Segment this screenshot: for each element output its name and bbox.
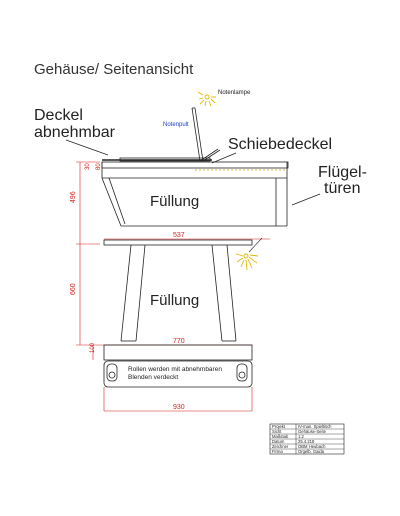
- dim-30: 30: [85, 163, 91, 170]
- title-block-value: 1:2: [298, 434, 304, 439]
- label-fuellung-bottom: Füllung: [150, 292, 200, 309]
- label-notenlampe: Notenlampe: [218, 90, 251, 96]
- dim-770: 770: [173, 338, 185, 345]
- dim-537: 537: [173, 232, 185, 239]
- title-block: [270, 424, 344, 454]
- dim-line-660: [76, 244, 104, 345]
- title-block-value: 25.4.218: [298, 439, 315, 444]
- dim-930: 930: [173, 404, 185, 411]
- leader-fluegeltueren: [292, 194, 320, 205]
- leader-deckel: [66, 140, 108, 155]
- title-block-key: Maßstab: [272, 434, 289, 439]
- label-fluegel-line2: türen: [324, 180, 361, 197]
- stand-top-rail: [104, 240, 252, 245]
- title-block-value: Orgelb. Gaida: [298, 449, 325, 454]
- sliding-lid: [102, 162, 288, 168]
- dim-80: 80: [96, 163, 102, 170]
- label-rollen-line1: Rollen werden mit abnehmbaren: [128, 366, 222, 373]
- music-stand: [192, 108, 220, 161]
- leader-schiebedeckel: [212, 153, 236, 163]
- dim-line-496: [76, 162, 100, 244]
- title-block-key: Datum: [272, 439, 285, 444]
- label-fluegel-line1: Flügel-: [318, 164, 367, 181]
- label-rollen-line2: Blenden verdeckt: [128, 374, 179, 381]
- dim-496: 496: [70, 191, 77, 203]
- dim-660: 660: [70, 283, 77, 295]
- cabinet-upper: [102, 158, 288, 226]
- label-deckel-line2: abnehmbar: [34, 124, 115, 141]
- title-block-key: Firma: [272, 449, 283, 454]
- caster-left-icon: [107, 364, 117, 381]
- caster-right-icon: [237, 364, 247, 381]
- label-schiebedeckel: Schiebedeckel: [228, 136, 333, 153]
- label-fuellung-top: Füllung: [150, 193, 200, 210]
- top-lamp-icon: [198, 92, 216, 106]
- drawing-title: Gehäuse/ Seitenansicht: [34, 61, 194, 78]
- title-block-value: IV-man. Spieltisch: [298, 424, 332, 429]
- title-block-key: Sicht: [272, 429, 282, 434]
- base-plinth: [104, 345, 252, 360]
- label-deckel-line1: Deckel: [34, 107, 83, 124]
- title-block-key: Projekt: [272, 424, 286, 429]
- dim-100: 100: [90, 342, 96, 353]
- cabinet-stand: [104, 240, 252, 341]
- title-block-value: OBM Heubach: [298, 444, 326, 449]
- lower-lamp-icon: [236, 254, 258, 270]
- title-block-key: Zeichner: [272, 444, 289, 449]
- title-block-value: Gehäuse-Seite: [298, 429, 326, 434]
- label-notenpult: Notenpult: [163, 122, 189, 128]
